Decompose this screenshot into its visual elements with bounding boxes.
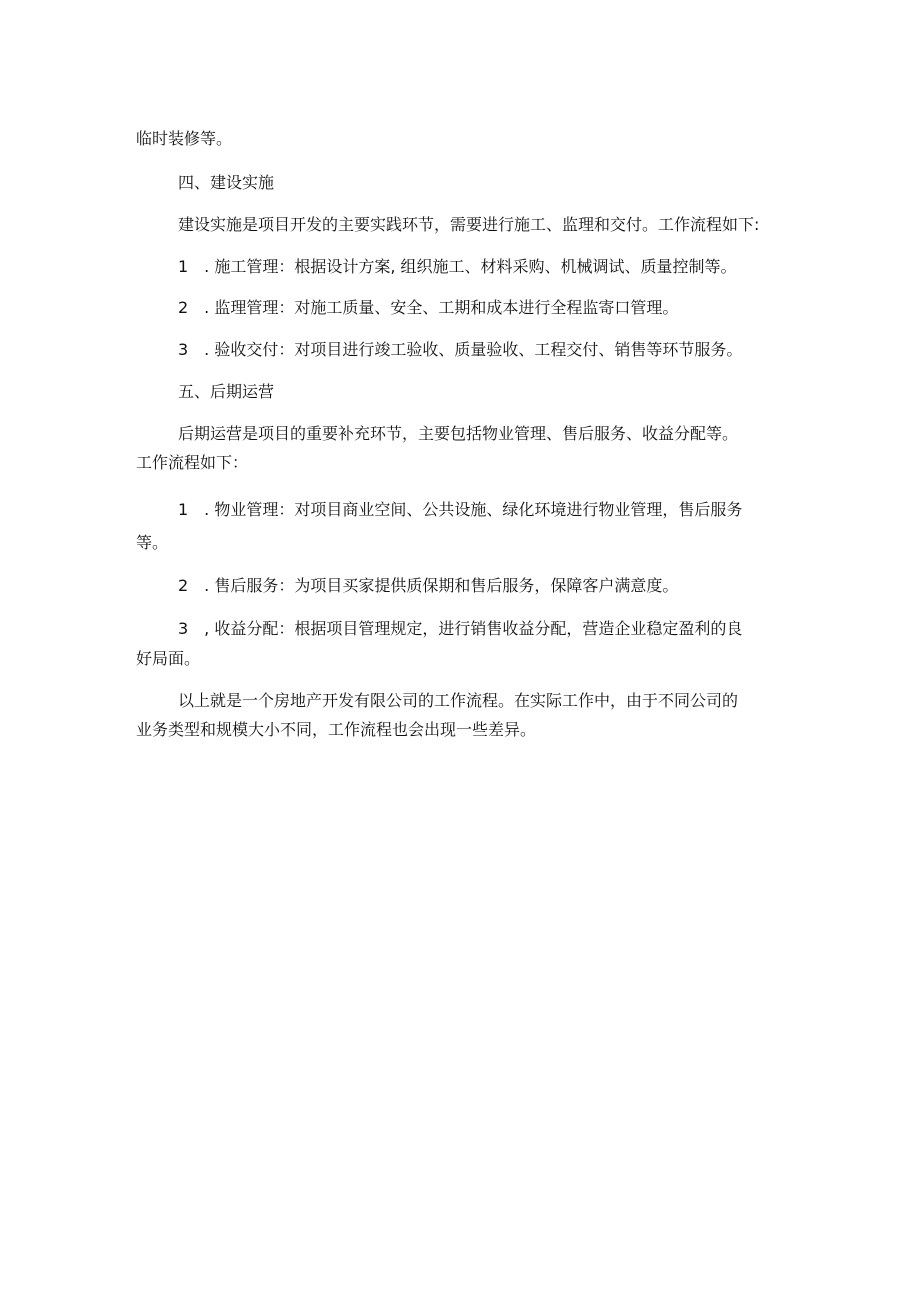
section-intro-construction: 建设实施是项目开发的主要实践环节，需要进行施工、监理和交付。工作流程如下: [178,215,760,234]
section-intro-operation-line2: 工作流程如下： [136,453,249,472]
conclusion-line2: 业务类型和规模大小不同，工作流程也会出现一些差异。 [136,720,537,739]
list-item-construction-management: 1 . 施工管理：根据设计方案, 组织施工、材料采购、机械调试、质量控制等。 [178,257,737,276]
list-item-acceptance-delivery: 3 . 验收交付：对项目进行竣工验收、质量验收、工程交付、销售等环节服务。 [178,340,743,359]
section-heading-construction: 四、建设实施 [178,173,275,192]
continuation-text: 临时装修等。 [136,129,233,148]
list-item-revenue-distribution-line2: 好局面。 [136,649,201,668]
list-item-property-management-line1: 1 . 物业管理：对项目商业空间、公共设施、绿化环境进行物业管理，售后服务 [178,500,743,519]
section-intro-operation-line1: 后期运营是项目的重要补充环节，主要包括物业管理、售后服务、收益分配等。 [178,424,739,443]
conclusion-line1: 以上就是一个房地产开发有限公司的工作流程。在实际工作中，由于不同公司的 [178,691,739,710]
list-item-supervision-management: 2 . 监理管理：对施工质量、安全、工期和成本进行全程监寄口管理。 [178,298,679,317]
list-item-after-sales-service: 2 . 售后服务：为项目买家提供质保期和售后服务，保障客户满意度。 [178,576,679,595]
list-item-property-management-line2: 等。 [136,533,169,552]
section-heading-operation: 五、后期运营 [178,382,275,401]
list-item-revenue-distribution-line1: 3 , 收益分配：根据项目管理规定，进行销售收益分配，营造企业稳定盈利的良 [178,619,743,638]
